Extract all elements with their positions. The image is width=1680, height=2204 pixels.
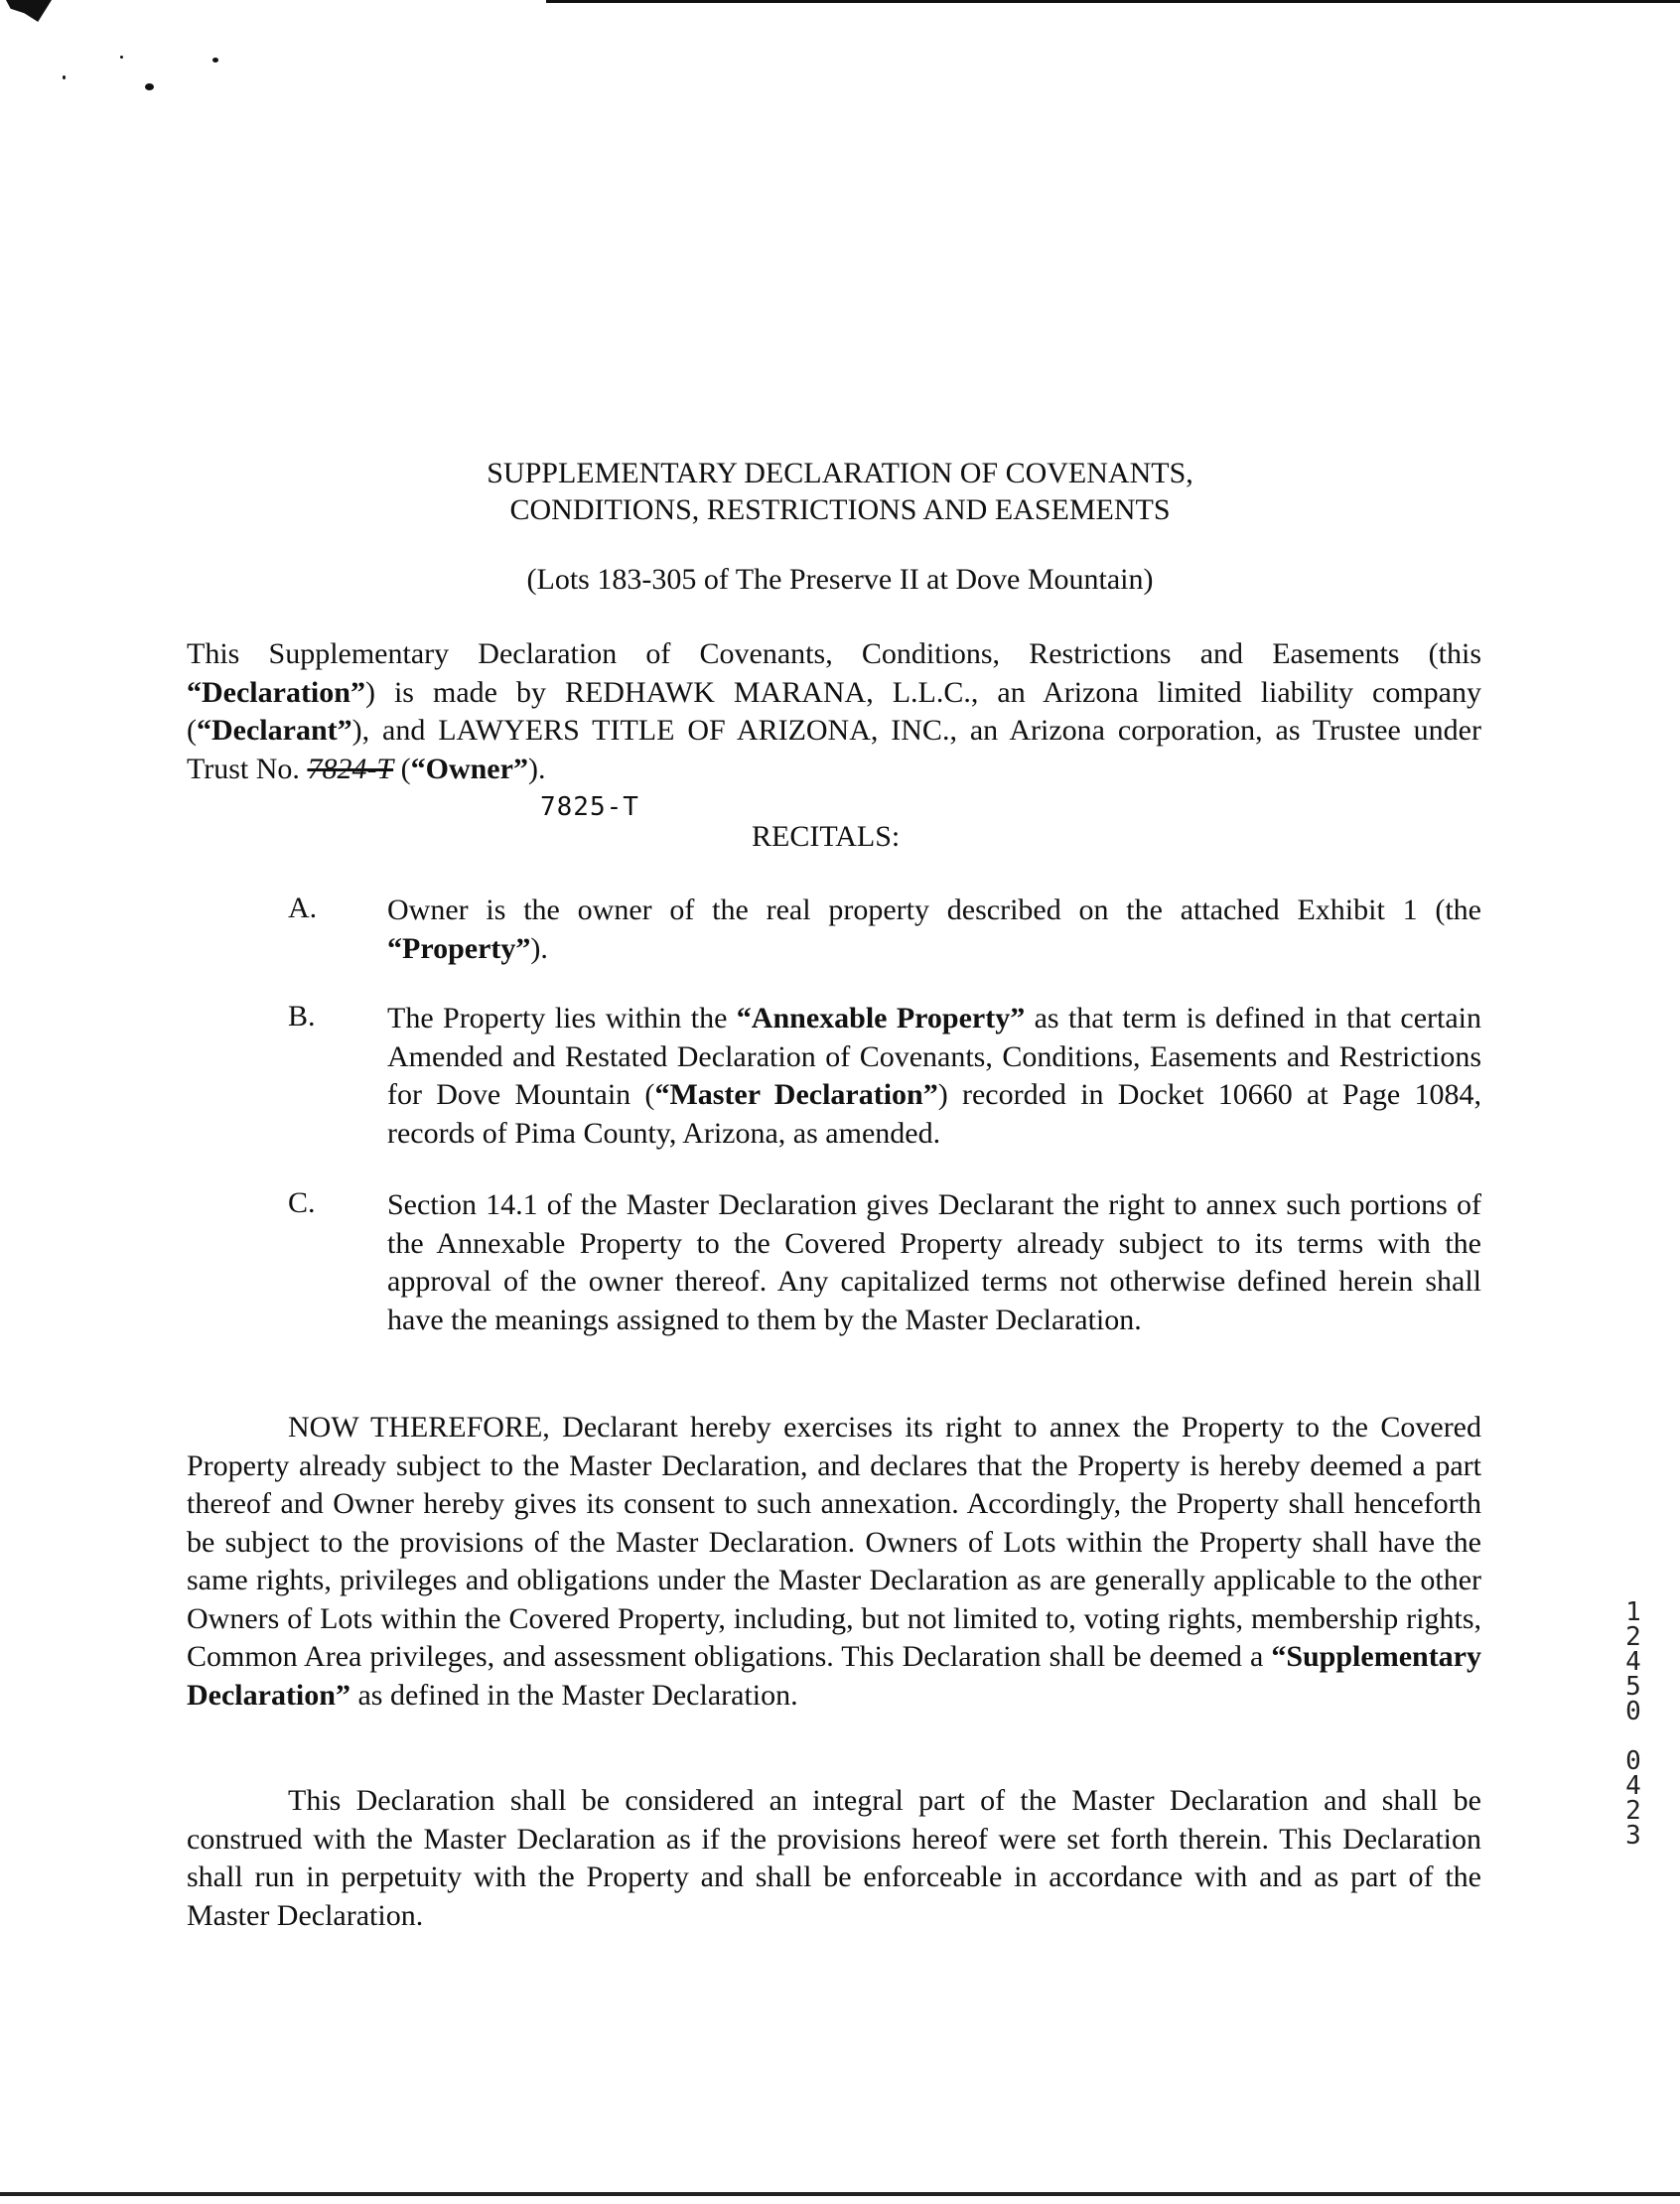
docket-stamp bbox=[1618, 1597, 1648, 1851]
final-paragraph: This Declaration shall be considered an integral part of the Master Declaration and shall be construed with the Master Declaration as if the provisions hereof were set forth therein. This Declaration shall run in perpetuity with the Property and shall be enforceable in accordance with and as part of the Master Declaration. bbox=[187, 1784, 1481, 1932]
recital-label-c: C. bbox=[288, 1186, 316, 1219]
recitals-heading: RECITALS: bbox=[752, 820, 901, 853]
docket-stamp-char: 2 bbox=[1625, 1796, 1641, 1826]
intro-bold-term: “Declarant” bbox=[197, 714, 352, 747]
docket-stamp-char: 1 bbox=[1625, 1597, 1641, 1627]
docket-stamp-char: 4 bbox=[1625, 1771, 1641, 1801]
recital-text: as that term is defined in that certain Amended and Restated Declaration of Covenants, Conditions, Easements and Restrictions for Dove Mountain ( bbox=[387, 1002, 1482, 1111]
document-title-line2: CONDITIONS, RESTRICTIONS AND EASEMENTS bbox=[509, 493, 1171, 526]
now-therefore-paragraph bbox=[187, 1409, 1481, 1715]
docket-stamp-char: 2 bbox=[1625, 1622, 1641, 1652]
recital-text-c: Section 14.1 of the Master Declaration gives Declarant the right to annex such portions of the Annexable Property to the Covered Property already subject to its terms with the approval of the owner thereof. Any capitalized terms not otherwise defined herein shall have the meanings assigned to them by the Master Declaration. bbox=[387, 1188, 1481, 1336]
bottom-scan-edge bbox=[0, 2192, 1680, 2196]
struck-trust-number: 7824-T bbox=[307, 752, 394, 785]
intro-paragraph bbox=[187, 635, 1481, 788]
intro-text: ( bbox=[393, 752, 411, 785]
recital-bold-term: “Property” bbox=[387, 931, 531, 965]
paragraph-text: NOW THEREFORE, Declarant hereby exercises its right to annex the Property to the Covered Property already subject to the Master Declaration, and declares that the Property is hereby deemed a part thereof and Owner hereby gives its consent to such annexation. Accordingly, the Property shall henceforth be subject to the provisions of the Master Declaration. Owners of Lots within the Property shall have the same rights, privileges and obligations under the Master Declaration as are generally applicable to the other Owners of Lots within the Covered Property, including, but not limited to, voting rights, membership rights, Common Area privileges, and assessment obligations. This Declaration shall be deemed a bbox=[187, 1411, 1481, 1673]
intro-text: ). bbox=[527, 752, 546, 785]
recital-text: ). bbox=[530, 931, 548, 965]
recital-bold-term: “Annexable Property” bbox=[736, 1002, 1026, 1034]
recital-text: Owner is the owner of the real property described on the attached Exhibit 1 (the bbox=[387, 894, 1481, 926]
docket-stamp-char: 0 bbox=[1625, 1697, 1641, 1726]
recital-bold-term: “Master Declaration” bbox=[654, 1078, 938, 1111]
intro-bold-term: “Owner” bbox=[410, 752, 528, 785]
scan-speck-icon bbox=[120, 56, 123, 59]
document-title-line1: SUPPLEMENTARY DECLARATION OF COVENANTS, bbox=[487, 457, 1193, 489]
docket-stamp-char: 5 bbox=[1625, 1672, 1641, 1702]
docket-stamp-char: 3 bbox=[1625, 1821, 1641, 1851]
docket-stamp-char: 0 bbox=[1625, 1746, 1641, 1776]
scan-blot-icon bbox=[6, 0, 52, 22]
recital-label-a: A. bbox=[288, 892, 318, 924]
scan-speck-icon bbox=[63, 75, 66, 79]
scan-speck-icon bbox=[212, 58, 218, 63]
intro-text: ) is made by REDHAWK MARANA, L.L.C., an Arizona limited liability company ( bbox=[187, 675, 1481, 747]
intro-text: ), and LAWYERS TITLE OF ARIZONA, INC., an Arizona corporation, as Trustee under Trust No. bbox=[187, 714, 1481, 785]
paragraph-text: as defined in the Master Declaration. bbox=[350, 1678, 798, 1712]
recital-text: ) recorded in Docket 10660 at Page 1084, records of Pima County, Arizona, as amended. bbox=[387, 1078, 1481, 1150]
document-subtitle: (Lots 183-305 of The Preserve II at Dove Mountain) bbox=[526, 563, 1154, 596]
recital-label-b: B. bbox=[288, 1000, 316, 1033]
docket-stamp-char: 4 bbox=[1625, 1647, 1641, 1677]
paragraph-bold-term: “Supplementary Declaration” bbox=[187, 1640, 1481, 1712]
intro-text: This Supplementary Declaration of Covenants, Conditions, Restrictions and Easements (this bbox=[187, 637, 1481, 670]
scan-speck-icon bbox=[145, 83, 154, 90]
intro-bold-term: “Declaration” bbox=[187, 675, 365, 709]
handwritten-trust-number: 7825-T bbox=[540, 792, 639, 822]
recital-text-b bbox=[387, 1000, 1481, 1153]
top-scan-edge bbox=[546, 0, 1680, 3]
recital-text: The Property lies within the bbox=[387, 1002, 737, 1034]
recital-text-a bbox=[387, 892, 1481, 968]
